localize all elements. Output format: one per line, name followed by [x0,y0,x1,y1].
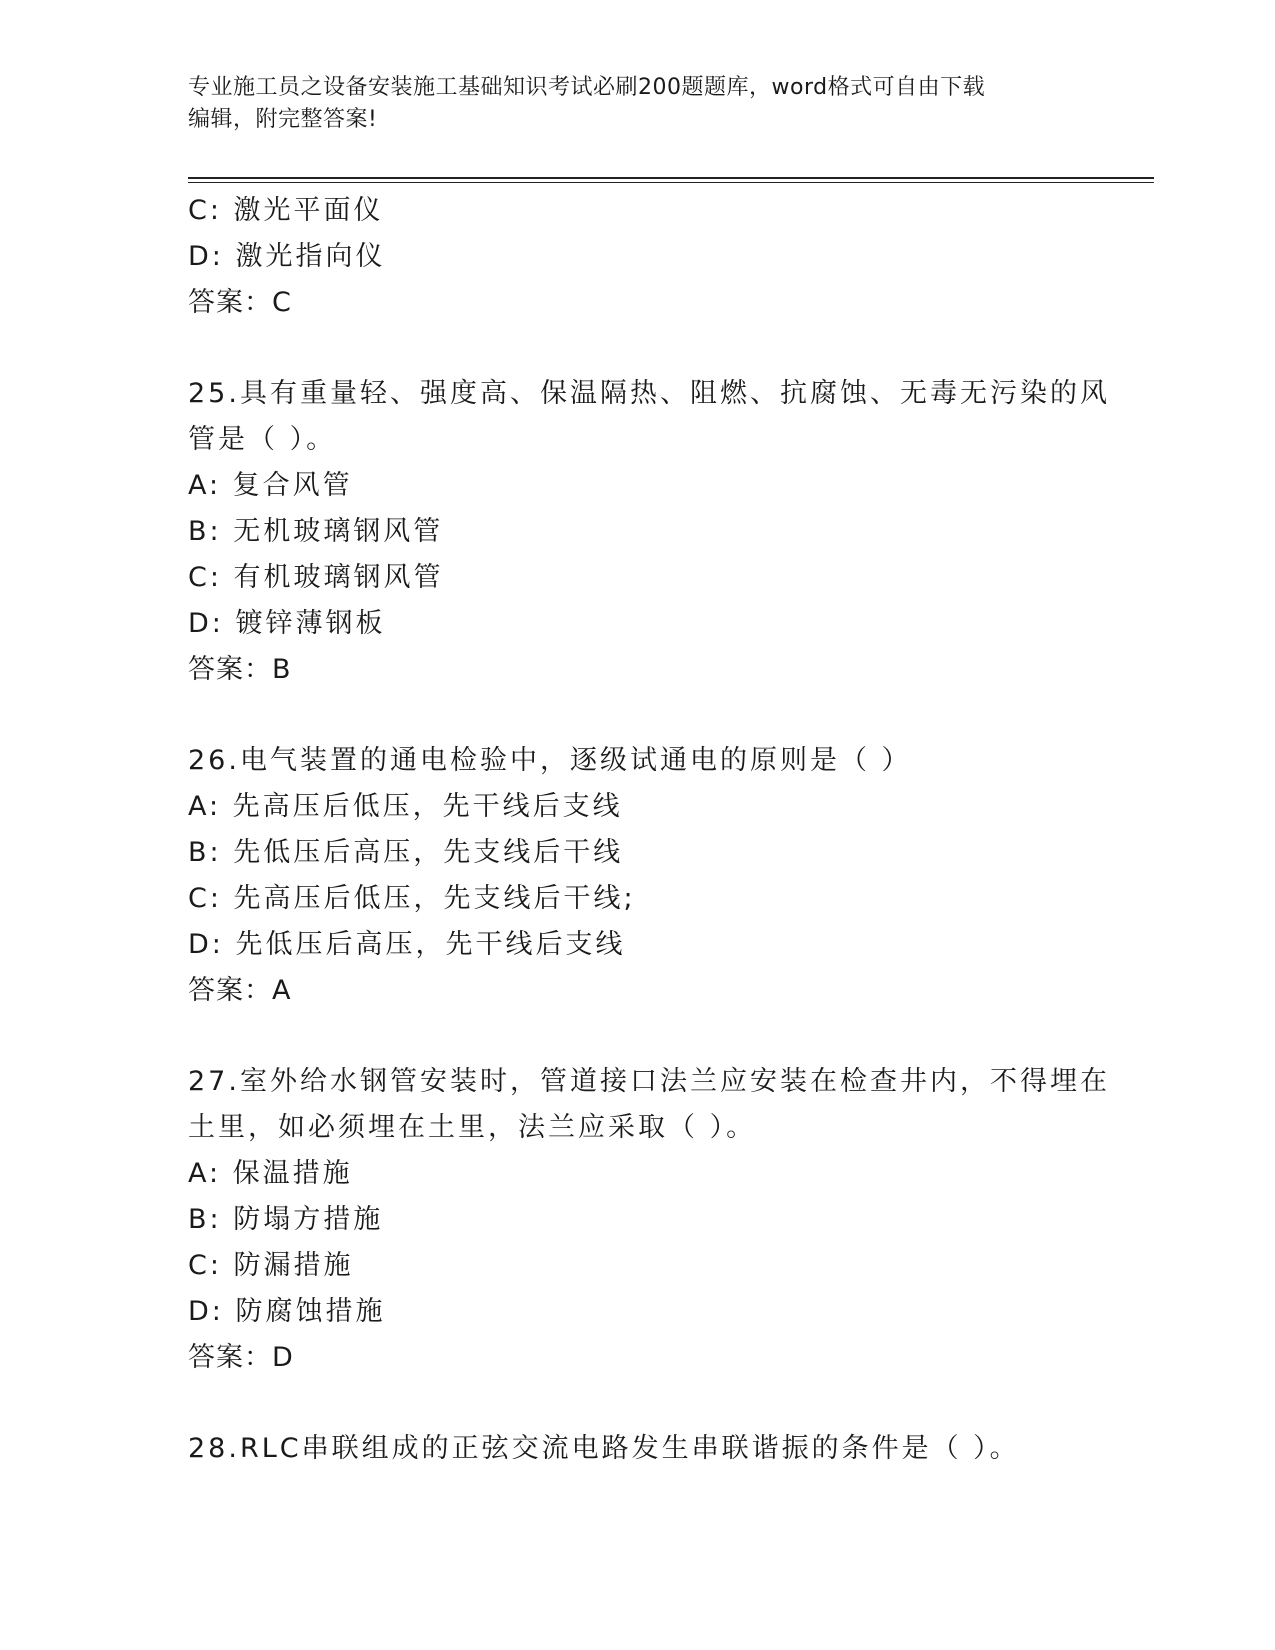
option-d: D: 先低压后高压，先干线后支线 [188,929,626,960]
header-divider-thin [188,182,1154,183]
answer-line: 答案：A [188,975,292,1006]
option-b: B: 无机玻璃钢风管 [188,516,444,547]
question-stem-continued: 管是（ ）。 [188,424,337,455]
document-header [188,72,1068,136]
answer-line: 答案：D [188,1342,294,1373]
option-a: A: 复合风管 [188,470,353,501]
answer-line: 答案：C [188,287,292,318]
header-line-2: 编辑，附完整答案! [188,107,378,132]
spacer [188,1381,1088,1426]
spacer [188,1014,1088,1059]
option-d: D: 防腐蚀措施 [188,1296,386,1327]
header-line-1: 专业施工员之设备安装施工基础知识考试必刷200题题库，word格式可自由下载 [188,75,986,100]
question-content [188,188,1110,1472]
option-b: B: 防塌方措施 [188,1204,384,1235]
option-c: C: 防漏措施 [188,1250,354,1281]
question-stem: 27.室外给水钢管安装时，管道接口法兰应安装在检查井内，不得埋在 [188,1066,1110,1097]
prev-question-block [188,188,1088,326]
question-stem: 25.具有重量轻、强度高、保温隔热、阻燃、抗腐蚀、无毒无污染的风 [188,378,1110,409]
spacer [188,693,1088,738]
question-block-27 [188,1059,1110,1381]
question-stem: 26.电气装置的通电检验中，逐级试通电的原则是（ ） [188,745,912,776]
option-c: C: 先高压后低压，先支线后干线; [188,883,636,914]
question-block-25 [188,371,1110,693]
option-c: C: 有机玻璃钢风管 [188,562,444,593]
option-d: D: 镀锌薄钢板 [188,608,386,639]
header-divider-thick [188,177,1154,179]
option-b: B: 先低压后高压，先支线后干线 [188,837,624,868]
question-block-26 [188,738,1088,1014]
option-c: C: 激光平面仪 [188,195,384,226]
spacer [188,326,1088,371]
option-a: A: 先高压后低压，先干线后支线 [188,791,623,822]
question-stem-continued: 土里，如必须埋在土里，法兰应采取（ ）。 [188,1112,757,1143]
option-a: A: 保温措施 [188,1158,353,1189]
answer-line: 答案：B [188,654,292,685]
question-block-28 [188,1426,1088,1472]
question-stem: 28.RLC串联组成的正弦交流电路发生串联谐振的条件是（ ）。 [188,1433,1020,1464]
option-d: D: 激光指向仪 [188,241,386,272]
